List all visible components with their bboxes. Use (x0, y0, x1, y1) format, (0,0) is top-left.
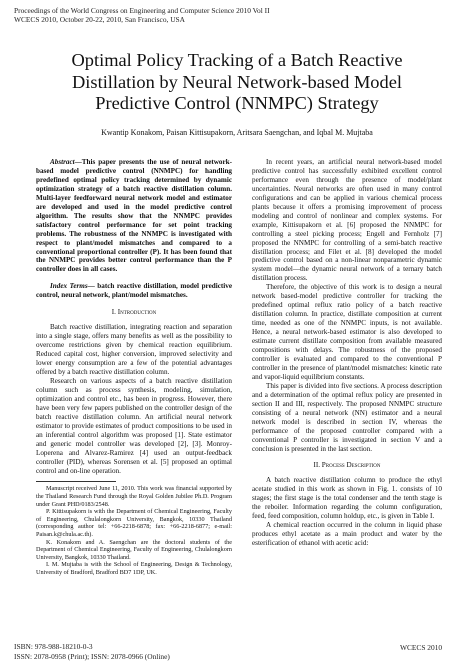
header-line-1: Proceedings of the World Congress on Engineering and Computer Science 2010 Vol II (14, 6, 270, 15)
footnote-2: P. Kittisupakorn is with the Department of Chemical Engineering, Faculty of Engineering, Chulalongkorn University, Bangkok, 10330 Thailand (corresponding author tel: +66-2218-6878; fax: +66-2218-6877; e-mail: Paisan.k@chula.ac.th). (36, 508, 232, 539)
header-line-2: WCECS 2010, October 20-22, 2010, San Francisco, USA (14, 15, 185, 24)
title-line-3: Predictive Control (NNMPC) Strategy (95, 93, 379, 114)
process-paragraph-2: A chemical reaction occurred in the column in liquid phase produces ethyl acetate as a main product and water by the esterification of ethanol with acetic acid: (252, 521, 442, 548)
footnote-divider (36, 481, 116, 482)
abstract (36, 158, 232, 274)
index-terms (36, 282, 232, 300)
body-paragraph-2: Therefore, the objective of this work is to design a neural network based-model predictive controller for tracking the predefined optimal reflux ratio policy of a batch reactive distillation column. In practice, distillate composition at current time, needed as one of the NNMPC inputs, is not available. Hence, a neural network-based estimator is also developed to estimate current distillate composition from available measured compositions with delays. The robustness of the proposed controller is evaluated and compared to the conventional P controller in the presence of plant/model mismatches: kinetic rate and vapor-liquid equilibrium constants. (252, 283, 442, 381)
paper-title (20, 50, 454, 115)
footer-identifiers (14, 642, 170, 662)
abstract-text: —This paper presents the use of neural network-based model predictive control (NNMPC) for handling predefined optimal policy tracking determined by dynamic optimization strategy of a batch reactive distillation column. Multi-layer feedforward neural network model and estimator are developed and used in the model predictive control algorithm. The results show that the NNMPC provides satisfactory control performance for set point tracking problems. The robustness of the NNMPC is investigated with respect to plant/model mismatches and compared to a conventional proportional controller (P). It has been found that the NNMPC provides better control performance than the P controller does in all cases. (36, 158, 232, 274)
author-list: Kwantip Konakom, Paisan Kittisupakorn, Aritsara Saengchan, and Iqbal M. Mujtaba (101, 128, 373, 137)
left-column (36, 158, 232, 577)
section-heading-process-description: II. Process Description (313, 461, 381, 470)
process-paragraph-1: A batch reactive distillation column to produce the ethyl acetate studied in this work as shown in Fig. 1. consists of 10 stages; the first stage is the total condenser and the tenth stage is the reboiler. Information regarding the column configuration, feed, feed composition, column holdup, etc., is given in Table I. (252, 476, 442, 521)
body-paragraph-3: This paper is divided into five sections. A process description and a determination of the optimal reflux policy are presented in section II and III, respectively. The proposed NNMPC structure consisting of a neural network (NN) estimator and a neural network model is described in section IV, whereas the performance of the proposed controller compared with a conventional P controller is investigated in section V and a conclusion is presented in the last section. (252, 381, 442, 453)
footer-isbn: ISBN: 978-988-18210-0-3 (14, 642, 93, 651)
running-header (14, 6, 270, 24)
section-heading-introduction: I. Introduction (111, 308, 157, 317)
intro-paragraph-1: Batch reactive distillation, integrating reaction and separation into a single stage, offers many benefits as well as the possibility to overcome restrictions given by chemical reaction equilibrium. Reduced capital cost, higher conversion, improved selectivity and lower energy consumption are a few of the potential advantages offered by a batch reactive distillation column. (36, 323, 232, 377)
index-terms-label: Index Terms (50, 282, 88, 291)
footnote-3: K. Konakom and A. Saengchan are the doctoral students of the Department of Chemical Engineering, Faculty of Engineering, Chulalongkorn University, Bangkok, 10330 Thailand. (36, 538, 232, 561)
title-line-1: Optimal Policy Tracking of a Batch Reactive (71, 50, 403, 70)
index-terms-text: — batch reactive distillation, model predictive control, neural network, plant/model mismatches. (36, 282, 232, 300)
intro-paragraph-2: Research on various aspects of a batch reactive distillation column such as process synthesis, modeling, simulation, optimization and control etc., has been in progress. However, there have been very few papers published on the controller design of the batch reactive distillation column. An artificial neural network estimator to provide estimates of product compositions to be used in an inferential control algorithm was proposed [1]. State estimator and generic model controller was developed [2], [3]. Monroy-Loperena and Alvarez-Ramirez [4] used an output-feedback controller (PID), whereas Sorensen et al. [5] proposed an optimal control and on-line operation. (36, 376, 232, 475)
body-paragraph-1: In recent years, an artificial neural network-based model predictive control has successfully exhibited excellent control performance even through the presence of model/plant uncertainties. Neural networks are often used in many control configurations and can be applied in various chemical process plants because it offers a promising improvement of process modeling and control of nonlinear and complex systems. For example, Kittisupakorn et al. [6] proposed the NNMPC for controlling a steel picking process; Engell and Fernholz [7] proposed the NNMPC for controlling of a semi-batch reactive distillation process; and Filet et al. [8] developed the model predictive control based on a non-linear nonparametric dynamic system model—the dynamic neural network of a ternary batch distillation process. (252, 158, 442, 283)
title-line-2: Distillation by Neural Network-based Model (72, 71, 402, 92)
abstract-label: Abstract (50, 158, 75, 166)
footer-issn: ISSN: 2078-0958 (Print); ISSN: 2078-0966 (Online) (14, 652, 170, 661)
footnote-1: Manuscript received June 11, 2010. This work was financial supported by the Thailand Research Fund through the Royal Golden Jubilee Ph.D. Program under Grant PHD/0183/2548. (36, 485, 232, 508)
footnotes (36, 485, 232, 576)
right-column (252, 158, 442, 548)
footer-conference: WCECS 2010 (400, 643, 443, 652)
footnote-4: I. M. Mujtaba is with the School of Engineering, Design & Technology, University of Bradford, Bradford BD7 1DP, UK. (36, 561, 232, 576)
